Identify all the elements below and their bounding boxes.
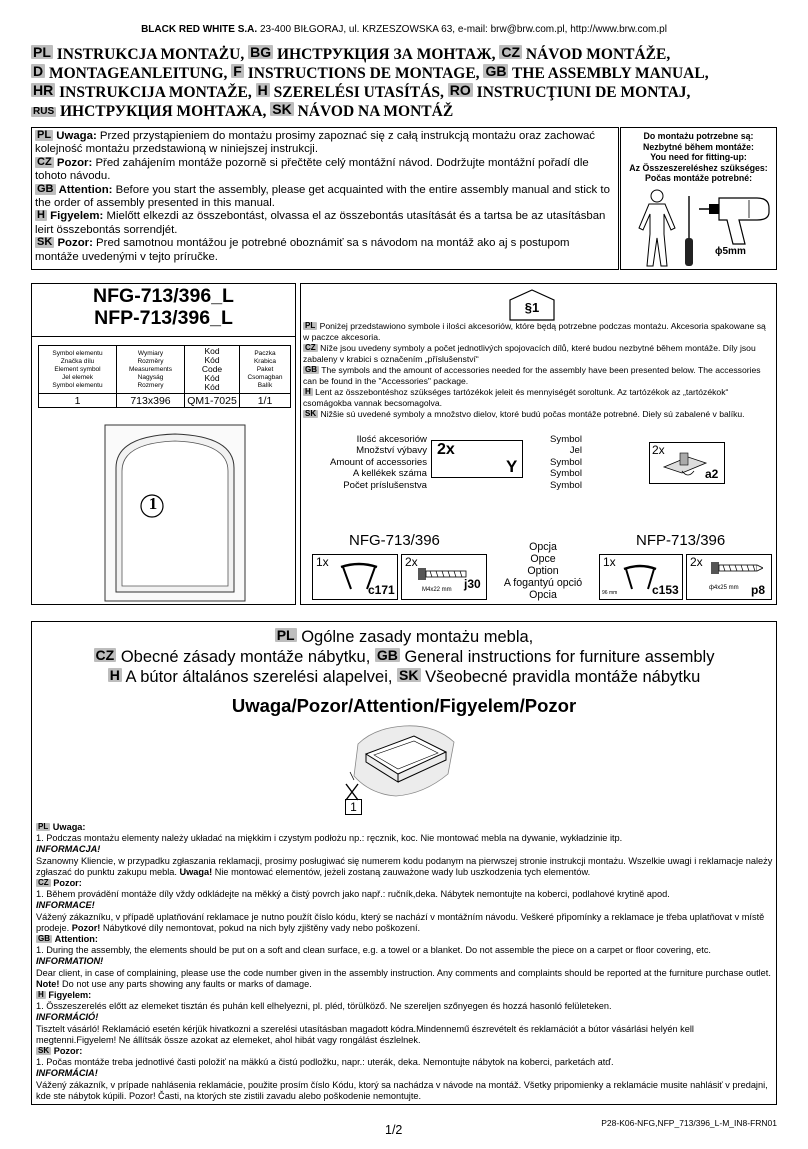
paragraph-text: Nižšie sú uvedené symboly a množstvo dielov, ktoré budú počas montáže potrebné. Diely sú zabalené v balíku. bbox=[320, 409, 745, 419]
drill-icon bbox=[699, 190, 775, 246]
note-body: 1. During the assembly, the elements should be put on a soft and clean surface, e.g. a towel or a blanket. Do not assemble the piece on a carpet or floor covering, etc. bbox=[36, 945, 711, 956]
screw-p8-box bbox=[686, 554, 772, 600]
note-head bbox=[36, 878, 774, 889]
general-title-text: A bútor általános szerelési alapelvei, bbox=[125, 668, 393, 686]
lang-tag: H bbox=[109, 667, 120, 683]
spec-header-line: Rozmery bbox=[137, 381, 164, 389]
warning-text: Před zahájením montáže pozorně si přečtěte celý montážní návod. Dodržujte montážní pořadí dle tohoto návodu. bbox=[35, 156, 589, 183]
nfp-title: NFP-713/396 bbox=[636, 532, 726, 549]
item-qty: 2x bbox=[690, 555, 703, 569]
lang-tag: H bbox=[257, 82, 268, 98]
warning-text: Before you start the assembly, please get acquainted with the entire assembly manual and stick to the order of assembly presented in this manual. bbox=[35, 183, 610, 210]
note-info-body: Vážený zákazník, v prípade nahlásenia reklamácie, použite prosím číslo Kódu, ktorý sa nachádza v návode na montáž. Všetky pripomienky a reklamácie musite nahlásiť v predajni, kde ste nábytok kúpili. Pozor! Časti, na ktorých ste zistili zavadu alebo poškodenie nemontujte. bbox=[36, 1079, 768, 1101]
legend-line: Symbol bbox=[550, 479, 582, 491]
note-info: INFORMACJA! bbox=[36, 844, 101, 855]
spec-header-cell bbox=[117, 346, 185, 394]
legend-line: Množství výbavy bbox=[356, 445, 427, 457]
screw-icon bbox=[711, 561, 763, 575]
model-title bbox=[32, 284, 295, 337]
warning-label: Pozor: bbox=[57, 237, 93, 250]
note-tail: Do not use any parts showing any faults or marks of damage. bbox=[59, 978, 312, 989]
figure-label: 1 bbox=[345, 799, 362, 815]
spec-header-line: Code bbox=[201, 364, 223, 374]
item-size: ф4x25 mm bbox=[709, 585, 739, 591]
option-line: Opce bbox=[530, 553, 556, 565]
screwdriver-icon bbox=[681, 194, 697, 268]
note-head bbox=[36, 934, 774, 945]
note-block-sk bbox=[36, 1046, 774, 1102]
title-text: ИНСТРУКЦИЯ МОНТАЖА, bbox=[60, 103, 267, 120]
warning-text: Przed przystąpieniem do montażu prosimy zapoznać się z całą instrukcją montażu oraz zachować kolejność montażu przedstawioną w niniejszej instrukcji. bbox=[35, 130, 596, 156]
lang-tag: H bbox=[305, 387, 311, 396]
legend-line: Amount of accessories bbox=[329, 456, 427, 468]
note-info: INFORMACE! bbox=[36, 900, 95, 911]
general-title-row bbox=[32, 667, 776, 687]
spec-header-line: Paket bbox=[256, 365, 274, 373]
item-code: c171 bbox=[368, 583, 395, 597]
screw-icon bbox=[418, 567, 468, 581]
note-block-cz bbox=[36, 878, 774, 934]
note-head-text: Figyelem: bbox=[48, 990, 92, 1001]
note-head bbox=[36, 1046, 774, 1057]
section-number-text: §1 bbox=[524, 300, 540, 315]
person-icon bbox=[631, 188, 683, 268]
example-qty: 2x bbox=[652, 443, 665, 457]
legend-box bbox=[431, 440, 523, 478]
spec-header-row bbox=[39, 346, 291, 394]
general-title-row bbox=[32, 647, 776, 667]
option-line: A fogantyú opció bbox=[503, 577, 583, 589]
tools-text bbox=[621, 128, 776, 184]
note-block-h bbox=[36, 990, 774, 1046]
note-head bbox=[36, 822, 774, 833]
general-title-row bbox=[32, 627, 776, 647]
warning-label: Pozor: bbox=[56, 156, 93, 169]
warning-cz bbox=[35, 157, 615, 184]
lang-tag: SK bbox=[272, 101, 292, 117]
warning-text: Pred samotnou montážou je potrebné oboznámiť sa s návodom na montáž ako aj s postupom montáže uvedenými v tejto príručke. bbox=[35, 237, 570, 263]
legend-line: Ilość akcesoriów bbox=[356, 434, 427, 445]
tools-line: Nezbytné během montáže: bbox=[643, 141, 754, 152]
legend-line: Jel bbox=[569, 445, 582, 457]
section-paragraph bbox=[303, 387, 773, 409]
option-line: Opcia bbox=[529, 589, 557, 601]
spec-cell: 1 bbox=[39, 394, 117, 408]
title-text: INSTRUCTIONS DE MONTAGE, bbox=[247, 65, 480, 82]
legend-line: Symbol bbox=[550, 456, 582, 468]
paragraph-text: Poniżej przedstawiono symbole i ilości akcesoriów, które będą potrzebne podczas montażu. Akcesoria spakowane są w paczce akcesoria. bbox=[303, 321, 766, 342]
note-body: 1. Během provádění montáže díly vždy odkládejte na měkký a čistý povrch jako např.: ručník,deka. Nábytek nemontujte na koberci, podlahové krytině apod. bbox=[36, 889, 670, 900]
general-title-text: Ogólne zasady montażu mebla, bbox=[301, 628, 534, 646]
lang-tag: SK bbox=[399, 667, 419, 683]
tools-line: Do montażu potrzebne są: bbox=[643, 131, 754, 141]
title-text: INSTRUKCJA MONTAŻU, bbox=[56, 46, 245, 63]
note-info-text: Szanowny Kliencie, w przypadku zgłaszania reklamacji, prosimy posługiwać się numerem kodu podanym na pierwszej stronie instrukcji montażu. Wszelkie uwagi i reklamacje należy zgłaszać do punktu zakupu mebla. bbox=[36, 855, 773, 877]
option-text bbox=[497, 541, 589, 601]
spec-header-line: Wymiary bbox=[137, 349, 164, 357]
note-head-text: Pozor: bbox=[53, 1046, 83, 1057]
spec-header-line: Element symbol bbox=[54, 365, 101, 373]
spec-header-line: Krabica bbox=[253, 357, 277, 365]
legend-line: Symbol bbox=[550, 468, 582, 480]
item-code: p8 bbox=[751, 583, 766, 597]
note-body: 1. Počas montáže treba jednotlivé časti položiť na mäkkú a čistú podložku, napr.: uterák, deka. Nemontujte nábytok na koberci, parketách atď. bbox=[36, 1057, 614, 1068]
company-name: BLACK RED WHITE S.A. bbox=[141, 24, 258, 35]
warning-label: Uwaga: bbox=[56, 130, 97, 142]
spec-header-cell bbox=[240, 346, 291, 394]
legend-right bbox=[541, 434, 582, 491]
document-code: P28-K06-NFG,NFP_713/396_L-M_IN8-FRN01 bbox=[601, 1118, 777, 1128]
section-paragraphs bbox=[303, 321, 773, 420]
note-info-text: Vážený zákazníku, v případě uplatňování reklamace je nutno použít číslo kódu, který se nachází v montážním návodu. Veškeré připomínky a reklamace je třeba uplatňovat v místě prodeje. bbox=[36, 911, 765, 933]
tools-line: Az Összeszereléshez szükséges: bbox=[629, 162, 768, 173]
manual-titles bbox=[31, 45, 791, 121]
note-info: INFORMÁCIÓ! bbox=[36, 1012, 99, 1023]
paragraph-text: Níže jsou uvedeny symboly a počet jednotlivých spojovacích dílů, které budou nezbytné během montáže. Díly jsou zabaleny v krabici s označením „příslušenství“ bbox=[303, 343, 756, 364]
spec-header-cell bbox=[39, 346, 117, 394]
note-info-body bbox=[36, 912, 774, 934]
spec-data-row bbox=[39, 394, 291, 408]
title-text: INSTRUKCIJA MONTAŽE, bbox=[59, 84, 252, 101]
lang-tag: RO bbox=[449, 82, 471, 98]
note-info-text: Dear client, in case of complaining, please use the code number given in the assembly instruction. Any comments and complaints should be reported at the furniture purchase outlet. bbox=[36, 967, 771, 978]
note-tail: Nie montować elementów, jeżeli zostaną zauważone wady lub uszkodzenia tych elementów. bbox=[212, 866, 591, 877]
note-info-body bbox=[36, 968, 774, 990]
lang-tag: GB bbox=[485, 63, 507, 79]
note-head-text: Pozor: bbox=[53, 878, 82, 889]
item-qty: 2x bbox=[405, 555, 418, 569]
lang-tag: F bbox=[233, 63, 242, 79]
note-info-body: Tisztelt vásárló! Reklamáció esetén kérjük hivatkozni a szerelési utasításban magadott kódra.Mindennemű észrevételt és reklamációt a bútor vásárlási helyén kell megtenni.Figyelem! Ne állítsák össze azokat az elemeket, ahol hibát vagy rongálást észlelnek. bbox=[36, 1023, 694, 1045]
spec-header-line: Symbol elementu bbox=[52, 381, 103, 389]
lang-tag: CZ bbox=[305, 343, 316, 352]
company-header bbox=[0, 24, 808, 35]
lang-tag: CZ bbox=[37, 155, 52, 168]
spec-cell: 713x396 bbox=[117, 394, 185, 408]
note-head bbox=[36, 990, 774, 1001]
title-row-4 bbox=[31, 102, 791, 121]
warning-h bbox=[35, 210, 615, 237]
warning-label: Figyelem: bbox=[50, 210, 104, 223]
tools-line: You need for fitting-up: bbox=[650, 152, 747, 163]
spec-header-line: Measurements bbox=[129, 365, 172, 373]
spec-cell: QM1-7025 bbox=[185, 394, 240, 408]
spec-header-line: Rozměry bbox=[137, 357, 164, 365]
spec-header-line: Kod bbox=[204, 346, 220, 356]
spec-table bbox=[38, 345, 291, 408]
example-code: a2 bbox=[705, 467, 719, 481]
legend-example-box bbox=[649, 442, 725, 484]
title-row-1 bbox=[31, 45, 791, 64]
spec-header-line: Jel elemek bbox=[61, 373, 94, 381]
note-info: INFORMATION! bbox=[36, 956, 104, 967]
note-body: 1. Podczas montażu elementy należy układać na miękkim i czystym podłożu np.: ręcznik, koc. Nie montować mebla na dywanie, wykładzinie itp. bbox=[36, 833, 623, 844]
section-paragraph bbox=[303, 409, 773, 420]
bracket-icon bbox=[660, 449, 710, 479]
accessories-box bbox=[300, 283, 777, 605]
company-address: 23-400 BIŁGORAJ, ul. KRZESZOWSKA 63, e-mail: brw@brw.com.pl, http://www.brw.com.pl bbox=[257, 24, 667, 35]
spec-header-line: Kód bbox=[204, 373, 220, 383]
general-title-text: Všeobecné pravidla montáže nábytku bbox=[425, 668, 701, 686]
title-text: MONTAGEANLEITUNG, bbox=[49, 65, 228, 82]
page-number: 1/2 bbox=[385, 1123, 403, 1137]
tools-box bbox=[620, 127, 777, 270]
legend-line: Počet príslušenstva bbox=[343, 479, 427, 491]
paragraph-text: The symbols and the amount of accessories needed for the assembly have been presented below. The accessories can be found in the "Accessories" package. bbox=[303, 365, 761, 386]
lang-tag: PL bbox=[38, 822, 49, 831]
title-text: SZERELÉSI UTASÍTÁS, bbox=[273, 84, 444, 101]
lang-tag: PL bbox=[33, 44, 51, 60]
legend-symbol: Y bbox=[506, 457, 518, 476]
section-number bbox=[508, 288, 556, 322]
lang-tag: GB bbox=[37, 182, 54, 195]
item-qty: 1x bbox=[316, 555, 329, 569]
spec-header-line: Značka dílu bbox=[60, 357, 95, 365]
title-text: ИНСТРУКЦИЯ ЗА МОНТАЖ, bbox=[276, 46, 496, 63]
item-qty: 1x bbox=[603, 555, 616, 569]
note-info-body bbox=[36, 856, 774, 878]
title-row-2 bbox=[31, 64, 791, 83]
lang-tag: GB bbox=[305, 365, 317, 374]
general-title bbox=[32, 622, 776, 687]
door-front-drawing bbox=[104, 424, 246, 602]
note-tail: Nábytkové díly nemontovat, pokud na nich byly zjištěny vady nebo poškození. bbox=[100, 922, 421, 933]
item-size: M4x22 mm bbox=[422, 587, 452, 593]
spec-header-cell bbox=[185, 346, 240, 394]
spec-header-line: Balík bbox=[257, 381, 273, 389]
warning-pl bbox=[35, 130, 615, 157]
lang-tag: CZ bbox=[501, 44, 520, 60]
general-title-text: General instructions for furniture assembly bbox=[404, 648, 715, 666]
section-paragraph bbox=[303, 321, 773, 343]
spec-header-line: Kód bbox=[204, 355, 220, 365]
note-strong: Uwaga! bbox=[179, 866, 213, 877]
drill-size-value: 5mm bbox=[722, 246, 746, 257]
note-strong: Pozor! bbox=[71, 922, 101, 933]
lang-tag: SK bbox=[37, 236, 53, 249]
general-subtitle: Uwaga/Pozor/Attention/Figyelem/Pozor bbox=[231, 695, 577, 716]
lang-tag: PL bbox=[276, 627, 295, 643]
lang-tag: SK bbox=[38, 1046, 50, 1056]
lang-tag: CZ bbox=[38, 878, 49, 888]
lang-tag: SK bbox=[305, 409, 317, 418]
lang-tag: PL bbox=[305, 321, 316, 330]
warnings-box bbox=[31, 127, 619, 270]
spec-header-line: Csomagban bbox=[247, 373, 283, 381]
note-head-text: Uwaga: bbox=[52, 822, 86, 832]
section-paragraph bbox=[303, 365, 773, 387]
lang-tag: H bbox=[37, 209, 45, 222]
lang-tag: RUS bbox=[33, 106, 55, 117]
section-paragraph bbox=[303, 343, 773, 365]
spec-header-line: Paczka bbox=[254, 349, 276, 357]
note-body: 1. Összeszerelés előtt az elemeket tisztán és puhán kell elhelyezni, pl. pléd, törülköző. Ne szereljen szőnyegen és hozzá hasonló felületeken. bbox=[36, 1001, 612, 1012]
legend-line: A kellékek száma bbox=[352, 468, 427, 480]
general-instructions-box bbox=[31, 621, 777, 1105]
title-text: THE ASSEMBLY MANUAL, bbox=[512, 65, 709, 82]
option-line: Option bbox=[527, 565, 559, 577]
legend-line: Symbol bbox=[550, 434, 582, 445]
lang-tag: GB bbox=[38, 934, 50, 944]
general-notes bbox=[36, 822, 774, 1102]
model-line2: NFP-713/396_L bbox=[94, 307, 233, 329]
lang-tag: HR bbox=[33, 82, 54, 98]
note-block-pl bbox=[36, 822, 774, 878]
note-block-gb bbox=[36, 934, 774, 990]
drill-size bbox=[715, 246, 746, 257]
tools-line: Počas montáže potrebné: bbox=[644, 173, 753, 184]
warning-sk bbox=[35, 237, 615, 264]
note-info: INFORMÁCIA! bbox=[36, 1068, 98, 1079]
spec-cell: 1/1 bbox=[240, 394, 291, 408]
spec-header-line: Nagyság bbox=[137, 373, 164, 381]
lang-tag: GB bbox=[376, 647, 398, 663]
handle-c171-box bbox=[312, 554, 398, 600]
handle-c153-box bbox=[599, 554, 683, 600]
diameter-icon: ϕ bbox=[715, 246, 723, 257]
note-strong: Note! bbox=[36, 978, 60, 989]
spec-header-line: Symbol elementu bbox=[52, 349, 103, 357]
spec-header-line: Kód bbox=[204, 382, 220, 392]
paragraph-text: Lent az összebontéshoz szükséges tartózékok jeleit és mennyiségét soroltunk. Az tartózékok az „tartózékok“ csomágokba vannak becsomagolva. bbox=[303, 387, 729, 408]
title-text: NÁVOD MONTÁŽE, bbox=[525, 46, 671, 63]
lang-tag: CZ bbox=[95, 647, 115, 663]
item-code: j30 bbox=[464, 577, 481, 591]
nfg-title: NFG-713/396 bbox=[349, 532, 440, 549]
model-box bbox=[31, 283, 296, 605]
front-label: 1 bbox=[148, 494, 158, 513]
lang-tag: PL bbox=[37, 129, 52, 141]
item-size: 96 mm bbox=[602, 590, 618, 596]
legend-left bbox=[301, 434, 427, 491]
warning-text: Mielőtt elkezdi az összebontást, olvassa el az összebontás utasítását és a tartsa be az utasításban leirt összebontás sorrendjét. bbox=[35, 210, 606, 236]
legend-qty: 2x bbox=[437, 441, 455, 458]
item-code: c153 bbox=[652, 583, 679, 597]
model-line1: NFG-713/396_L bbox=[93, 285, 234, 307]
note-head-text: Attention: bbox=[54, 934, 98, 945]
title-row-3 bbox=[31, 83, 791, 102]
title-text: NÁVOD NA MONTÁŽ bbox=[297, 103, 454, 120]
lang-tag: H bbox=[38, 990, 44, 1000]
screw-j30-box bbox=[401, 554, 487, 600]
general-title-text: Obecné zásady montáže nábytku, bbox=[120, 648, 371, 666]
warning-label: Attention: bbox=[58, 183, 113, 196]
lang-tag: D bbox=[33, 63, 44, 79]
lang-tag: BG bbox=[250, 44, 272, 60]
warning-gb bbox=[35, 184, 615, 211]
option-line: Opcja bbox=[529, 541, 557, 553]
title-text: INSTRUCŢIUNI DE MONTAJ, bbox=[476, 84, 691, 101]
